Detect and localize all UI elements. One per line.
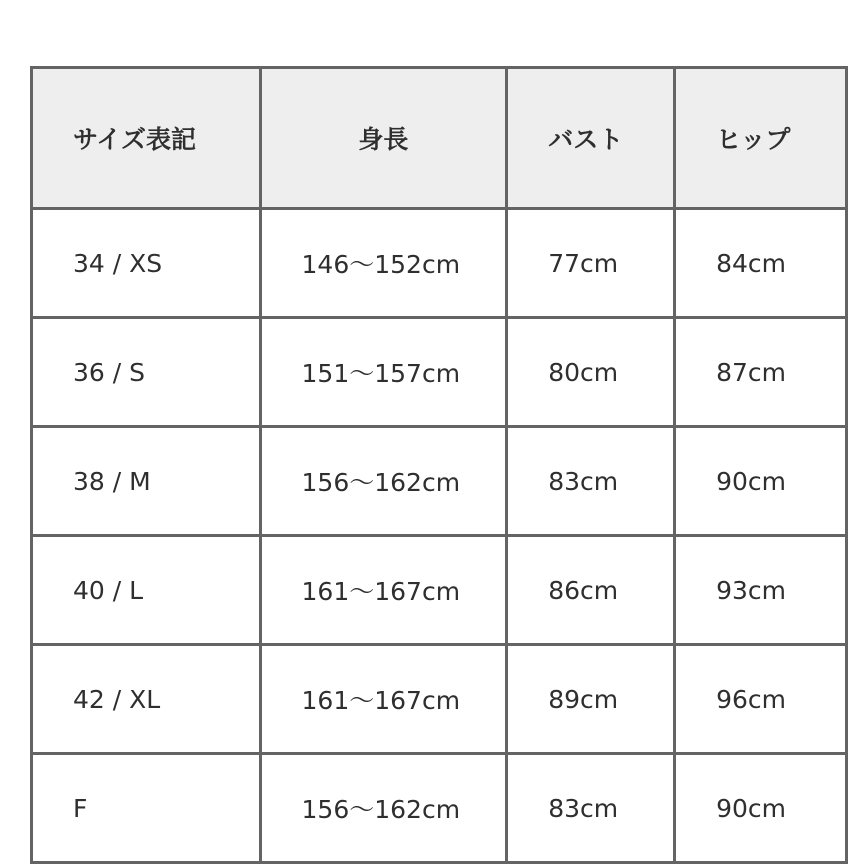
cell-size: 40 / L: [32, 536, 261, 645]
cropped-text-fragment: [70, 0, 390, 4]
cell-bust: 80cm: [507, 318, 675, 427]
cell-hip: 96cm: [675, 645, 847, 754]
table-row: [32, 645, 847, 754]
cell-hip: 84cm: [675, 209, 847, 318]
table-row: [32, 209, 847, 318]
header-size-label: サイズ表記: [32, 68, 261, 209]
table-row: [32, 318, 847, 427]
cell-bust: 89cm: [507, 645, 675, 754]
cell-bust: 77cm: [507, 209, 675, 318]
cell-bust: 83cm: [507, 754, 675, 863]
cell-height: 161〜167cm: [260, 536, 507, 645]
cell-height: 161〜167cm: [260, 645, 507, 754]
cell-hip: 87cm: [675, 318, 847, 427]
cell-height: 151〜157cm: [260, 318, 507, 427]
cell-height: 156〜162cm: [260, 754, 507, 863]
table-body: [32, 209, 847, 863]
cell-size: F: [32, 754, 261, 863]
table-row: [32, 427, 847, 536]
header-hip: ヒップ: [675, 68, 847, 209]
size-chart-table: [30, 66, 848, 864]
table-row: [32, 536, 847, 645]
cell-size: 42 / XL: [32, 645, 261, 754]
cell-size: 38 / M: [32, 427, 261, 536]
cell-height: 146〜152cm: [260, 209, 507, 318]
cell-hip: 93cm: [675, 536, 847, 645]
table-header-row: [32, 68, 847, 209]
cell-size: 34 / XS: [32, 209, 261, 318]
table-row: [32, 754, 847, 863]
cell-bust: 86cm: [507, 536, 675, 645]
cell-size: 36 / S: [32, 318, 261, 427]
header-bust: バスト: [507, 68, 675, 209]
header-height: 身長: [260, 68, 507, 209]
cell-hip: 90cm: [675, 427, 847, 536]
cell-hip: 90cm: [675, 754, 847, 863]
cell-bust: 83cm: [507, 427, 675, 536]
cell-height: 156〜162cm: [260, 427, 507, 536]
